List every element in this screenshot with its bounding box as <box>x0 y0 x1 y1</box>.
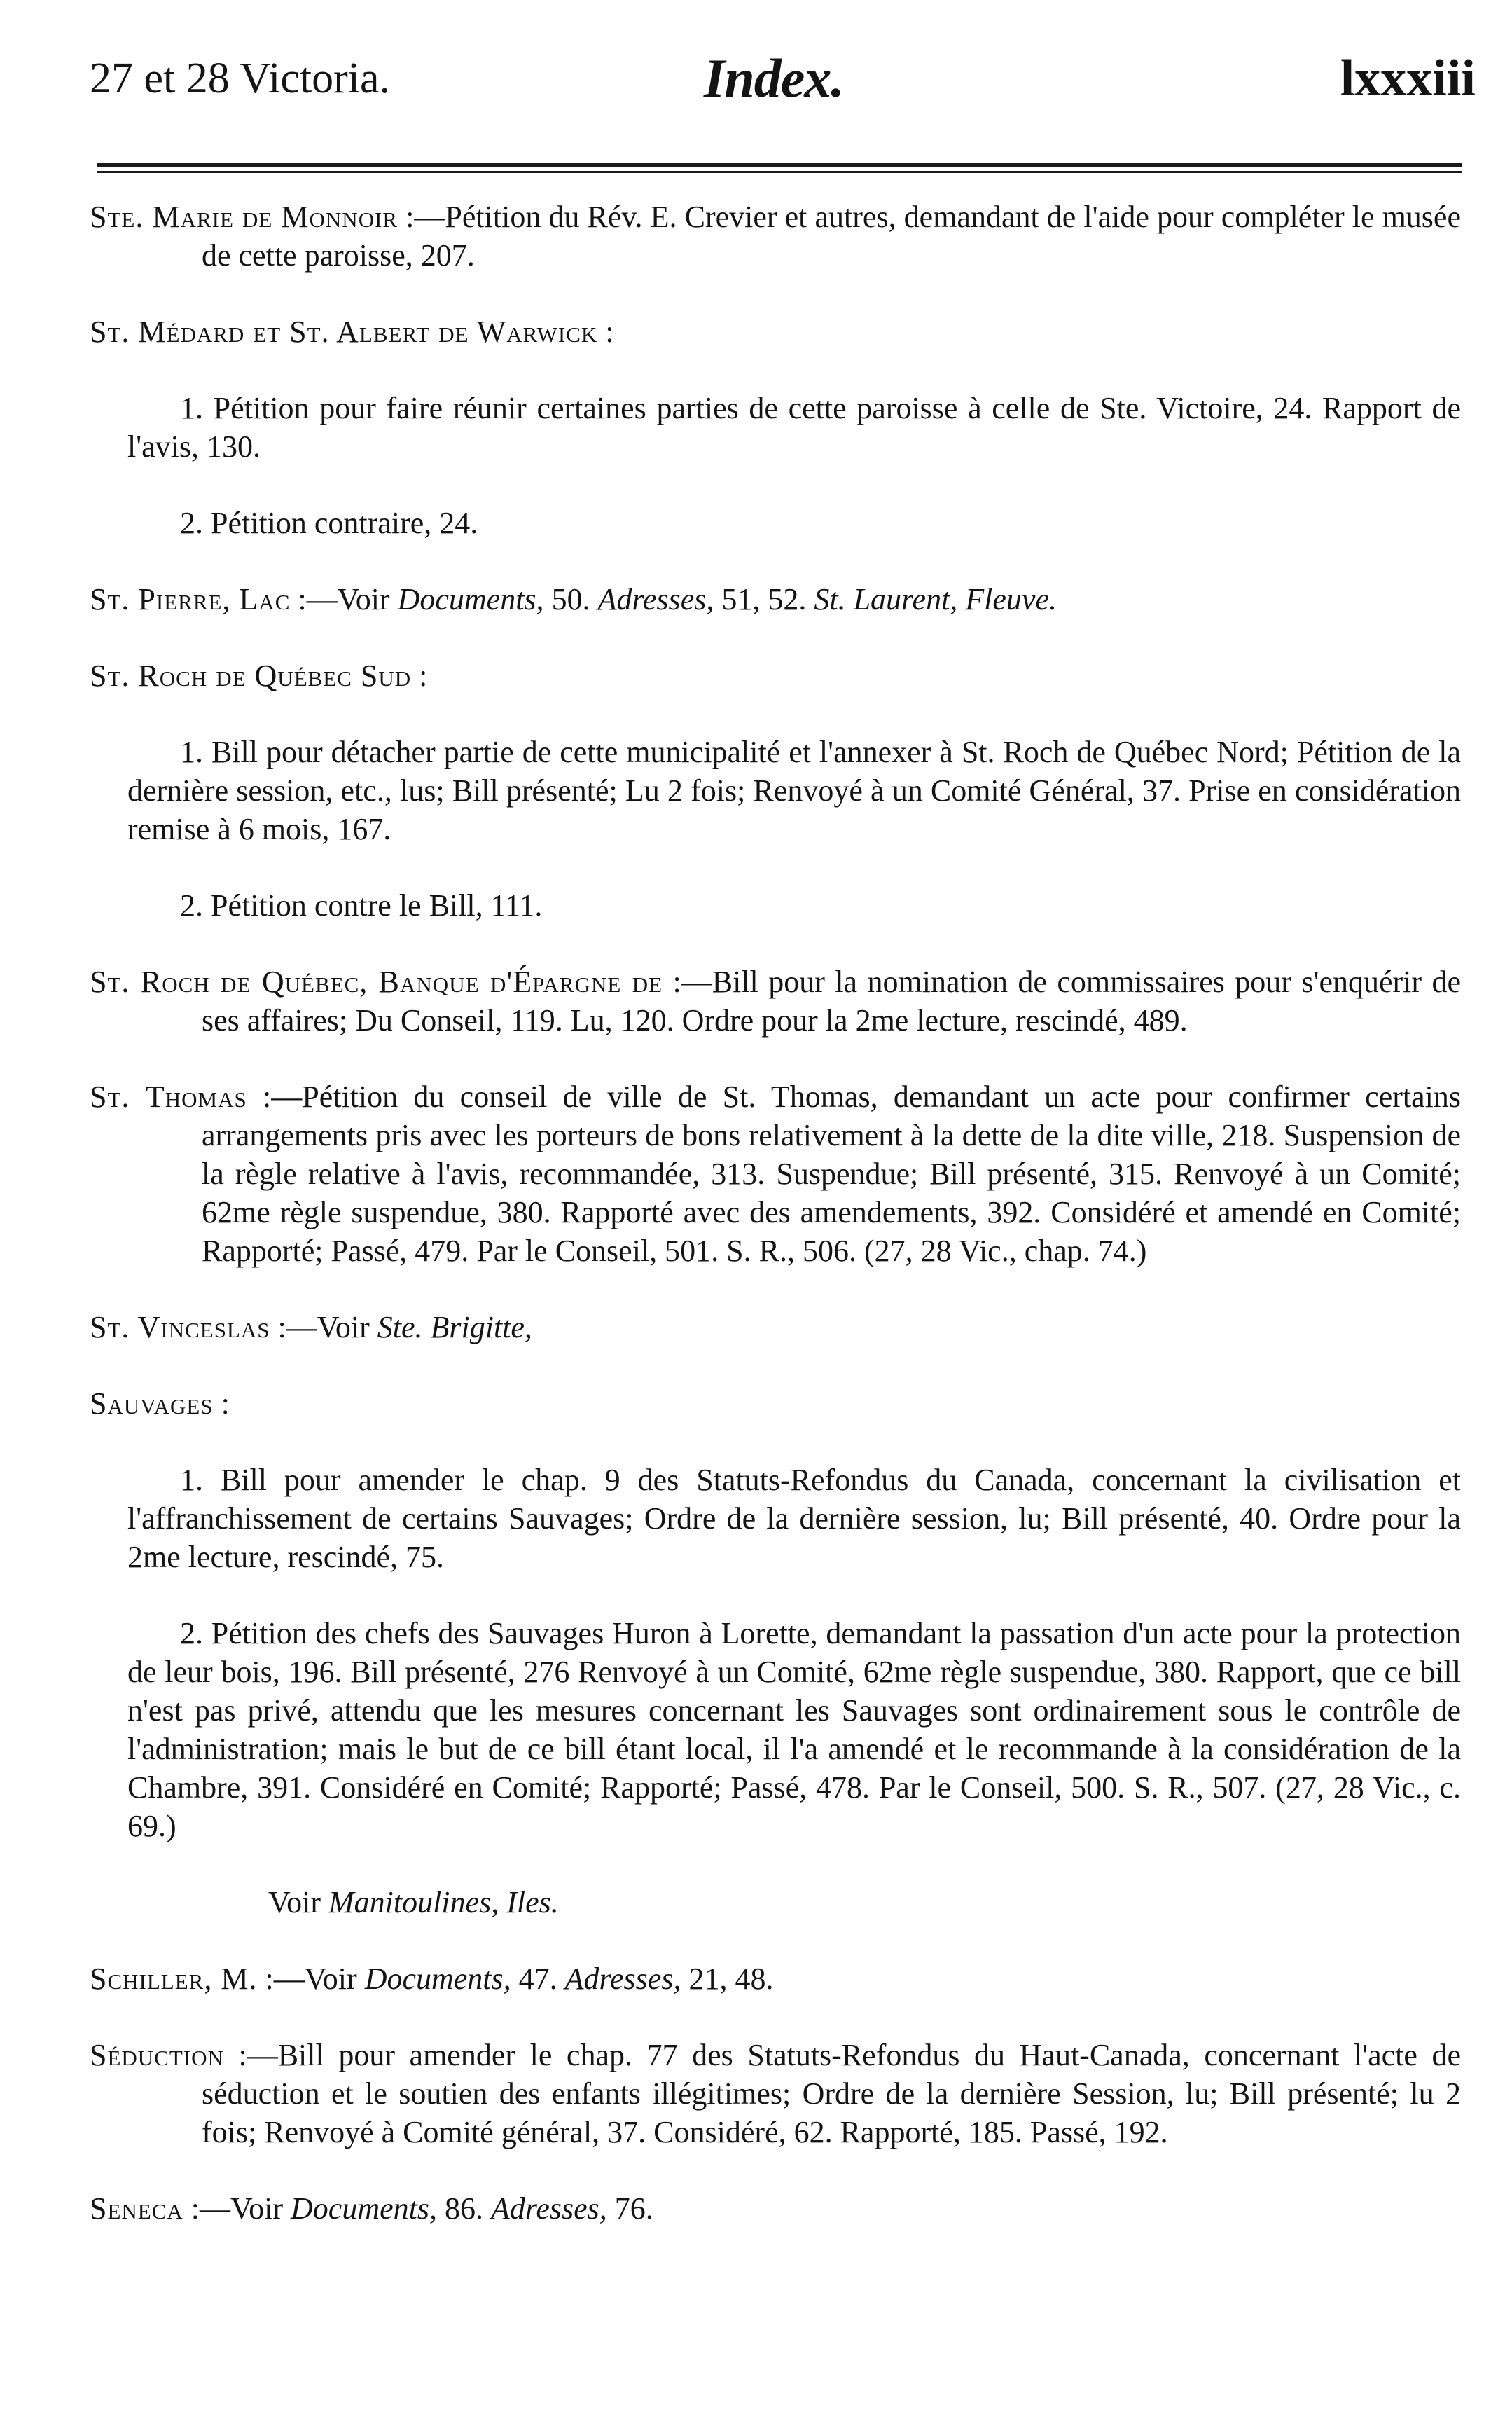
entry-heading: Seneca <box>90 2191 183 2226</box>
cross-reference: Adresses, <box>597 582 714 616</box>
entry-schiller <box>90 1959 1461 1998</box>
entry-text: :—Voir <box>257 1962 365 1996</box>
cross-reference: Ste. Brigitte, <box>377 1310 532 1344</box>
entry-text: :—Bill pour la nomination de commissaires pour s'enquérir de ses affaires; Du Conseil, 119. Lu, 120. Ordre pour la 2me lecture, rescindé, 489. <box>202 965 1462 1038</box>
entry-heading: Séduction <box>90 2038 224 2072</box>
cross-reference: Adresses, <box>490 2191 607 2226</box>
entry-heading: Sauvages <box>90 1386 214 1421</box>
entry-separator: : <box>597 315 614 349</box>
header-double-rule <box>97 163 1462 177</box>
entry-st-thomas <box>90 1077 1461 1270</box>
entry-text: :—Pétition du conseil de ville de St. Thomas, demandant un acte pour confirmer certains arrangements pris avec les porteurs de bons relativement à la dette de la dite ville, 218. Suspension de la règle relative à l'avis, recommandée, 313. Suspendue; Bill présenté, 315. Renvoyé à un Comité; 62me règle suspendue, 380. Rapporté avec des amendements, 392. Considéré et amendé en Comité; Rapporté; Passé, 479. Par le Conseil, 501. S. R., 506. (27, 28 Vic., chap. 74.) <box>202 1080 1461 1268</box>
entry-subitem: 1. Bill pour détacher partie de cette municipalité et l'annexer à St. Roch de Québec Nord; Pétition de la dernière session, etc., lus; Bill présenté; Lu 2 fois; Renvoyé à un Comité Général, 37. Prise en considération remise à 6 mois, 167. <box>127 735 1461 846</box>
header-rule-bottom <box>97 171 1462 173</box>
entry-subitem: 1. Bill pour amender le chap. 9 des Statuts-Refondus du Canada, concernant la civilisation et l'affranchissement de certains Sauvages; Ordre de la dernière session, lu; Bill présenté, 40. Ordre pour la 2me lecture, rescindé, 75. <box>127 1463 1461 1574</box>
entry-st-pierre-lac <box>90 580 1461 619</box>
entry-text: :—Voir <box>183 2191 291 2226</box>
entry-heading: St. Roch de Québec, Banque d'Épargne de <box>90 965 663 999</box>
index-entries <box>90 198 1461 2266</box>
entry-ste-marie-de-monnoir <box>90 198 1461 275</box>
entry-heading: Schiller, M. <box>90 1962 258 1996</box>
page-number: lxxxiii <box>1340 50 1476 107</box>
entry-text: :—Voir <box>290 582 398 616</box>
entry-subitem: 2. Pétition contraire, 24. <box>180 506 478 540</box>
see-also <box>90 1883 1461 1922</box>
entry-st-roch-sud <box>90 656 1461 695</box>
cross-reference: St. Laurent, Fleuve. <box>814 582 1057 616</box>
entry-text: :—Voir <box>270 1310 377 1344</box>
entry-st-medard <box>90 312 1461 351</box>
entry-text: 50. <box>543 582 598 616</box>
entry-st-vinceslas <box>90 1308 1461 1346</box>
entry-heading: St. Médard et St. Albert de Warwick <box>90 315 598 349</box>
running-header-volume: 27 et 28 Victoria. <box>90 55 391 102</box>
entry-separator: : <box>411 659 428 693</box>
entry-text: 21, 48. <box>681 1962 774 1996</box>
entry-seneca <box>90 2189 1461 2228</box>
cross-reference: Manitoulines, Iles. <box>328 1885 559 1919</box>
entry-subitem: 1. Pétition pour faire réunir certaines parties de cette paroisse à celle de Ste. Victoire, 24. Rapport de l'avis, 130. <box>127 391 1461 464</box>
cross-reference: Adresses, <box>564 1962 681 1996</box>
entry-text: :—Pétition du Rév. E. Crevier et autres, demandant de l'aide pour compléter le musée de cette paroisse, 207. <box>202 200 1461 273</box>
cross-reference: Documents, <box>291 2191 437 2226</box>
entry-heading: St. Thomas <box>90 1080 247 1114</box>
entry-text: 51, 52. <box>714 582 814 616</box>
entry-seduction <box>90 2036 1461 2151</box>
entry-st-roch-banque <box>90 963 1461 1040</box>
entry-heading: St. Vinceslas <box>90 1310 270 1344</box>
entry-subitem: 2. Pétition des chefs des Sauvages Huron à Lorette, demandant la passation d'un acte pour la protection de leur bois, 196. Bill présenté, 276 Renvoyé à un Comité, 62me règle suspendue, 380. Rapport, que ce bill n'est pas privé, attendu que les mesures concernant les Sauvages sont ordinairement sous le contrôle de l'administration; mais le but de ce bill étant local, il l'a amendé et le recommande à la considération de la Chambre, 391. Considéré en Comité; Rapporté; Passé, 478. Par le Conseil, 500. S. R., 507. (27, 28 Vic., c. 69.) <box>127 1616 1461 1843</box>
header-rule-top <box>97 163 1462 167</box>
entry-subitem: 2. Pétition contre le Bill, 111. <box>180 888 543 923</box>
entry-text: 76. <box>606 2191 653 2226</box>
running-header-title: Index. <box>704 48 844 109</box>
entry-heading: St. Roch de Québec Sud <box>90 659 412 693</box>
entry-text: 47. <box>511 1962 565 1996</box>
entry-text: 86. <box>436 2191 491 2226</box>
cross-reference: Documents, <box>397 582 544 616</box>
entry-separator: : <box>213 1386 230 1421</box>
cross-reference: Documents, <box>364 1962 511 1996</box>
entry-sauvages <box>90 1384 1461 1423</box>
entry-heading: St. Pierre, Lac <box>90 582 291 616</box>
entry-text: :—Bill pour amender le chap. 77 des Statuts-Refondus du Haut-Canada, concernant l'acte de séduction et le soutien des enfants illégitimes; Ordre de la dernière Session, lu; Bill présenté; lu 2 fois; Renvoyé à Comité général, 37. Considéré, 62. Rapporté, 185. Passé, 192. <box>202 2038 1461 2149</box>
entry-heading: Ste. Marie de Monnoir <box>90 200 398 234</box>
entry-text: Voir <box>268 1885 328 1919</box>
